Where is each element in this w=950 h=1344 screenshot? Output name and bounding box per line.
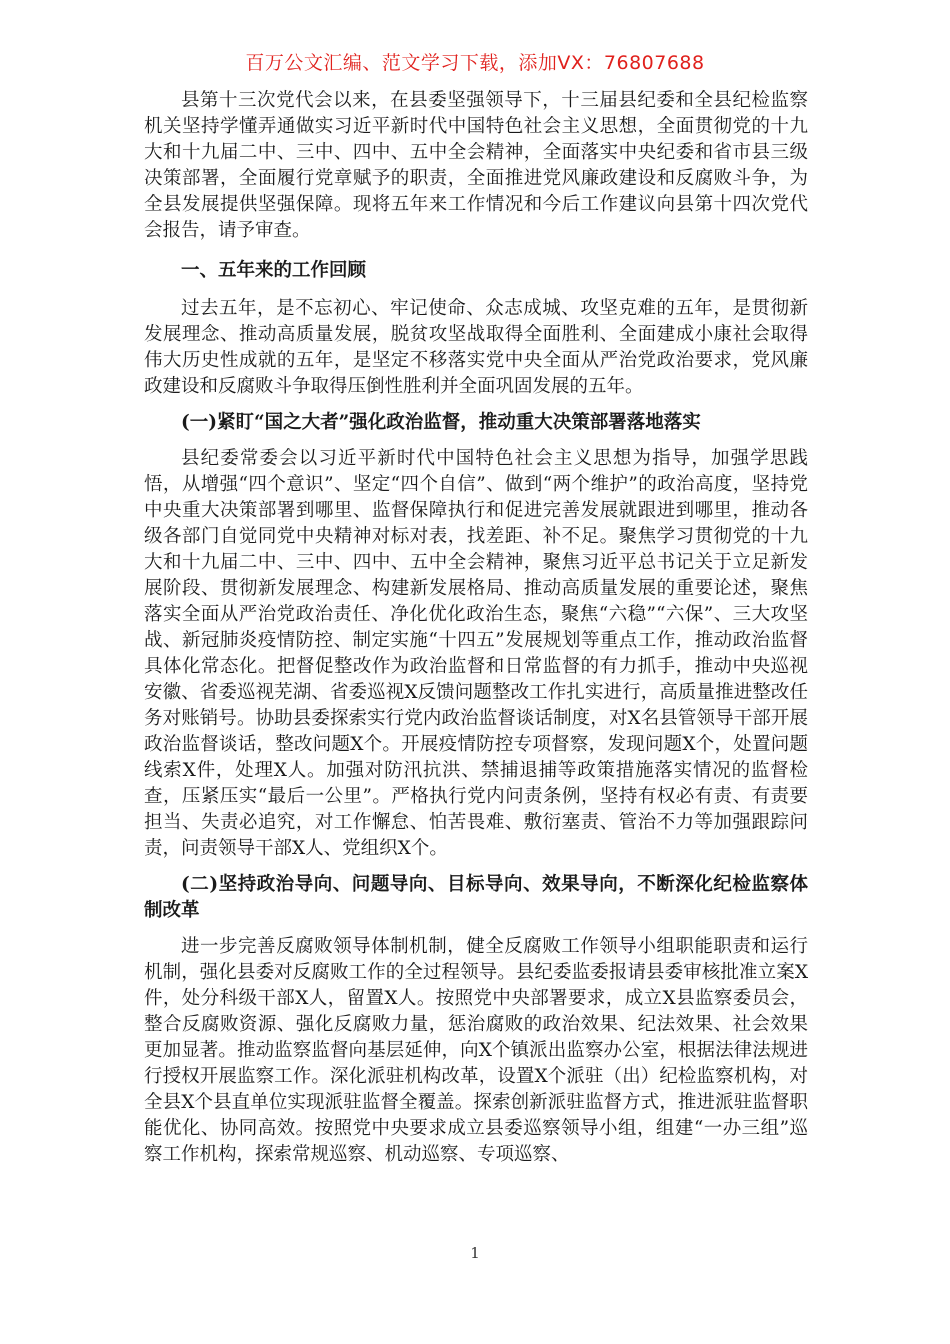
document-body — [144, 88, 808, 1168]
promo-banner: 百万公文汇编、范文学习下载，添加VX：76807688 — [245, 52, 705, 74]
subsection-heading-1: (一)紧盯“国之大者”强化政治监督，推动重大决策部署落地落实 — [181, 412, 701, 433]
page-number: 1 — [470, 1244, 480, 1262]
subsection-paragraph-1: 县纪委常委会以习近平新时代中国特色社会主义思想为指导，加强学思践悟，从增强“四个意识”、坚定“四个自信”、做到“两个维护”的政治高度，坚持党中央重大决策部署到哪里、监督保障执行和促进完善发展就跟进到哪里，推动各级各部门自觉同党中央精神对标对表，找差距、补不足。聚焦学习贯彻党的十九大和十九届二中、三中、四中、五中全会精神，聚焦习近平总书记关于立足新发展阶段、贯彻新发展理念、构建新发展格局、推动高质量发展的重要论述，聚焦落实全面从严治党政治责任、净化优化政治生态，聚焦“六稳”“六保”、三大攻坚战、新冠肺炎疫情防控、制定实施“十四五”发展规划等重点工作，推动政治监督具体化常态化。把督促整改作为政治监督和日常监督的有力抓手，推动中央巡视安徽、省委巡视芜湖、省委巡视X反馈问题整改工作扎实进行，高质量推进整改任务对账销号。协助县委探索实行党内政治监督谈话制度，对X名县管领导干部开展政治监督谈话，整改问题X个。开展疫情防控专项督察，发现问题X个，处置问题线索X件，处理X人。加强对防汛抗洪、禁捕退捕等政策措施落实情况的监督检查，压紧压实“最后一公里”。严格执行党内问责条例，坚持有权必有责、有责要担当、失责必追究，对工作懈怠、怕苦畏难、敷衍塞责、管治不力等加强跟踪问责，问责领导干部X人、党组织X个。 — [144, 448, 808, 859]
section-heading: 一、五年来的工作回顾 — [181, 260, 367, 281]
intro-paragraph: 县第十三次党代会以来，在县委坚强领导下，十三届县纪委和全县纪检监察机关坚持学懂弄通做实习近平新时代中国特色社会主义思想，全面贯彻党的十九大和十九届二中、三中、四中、五中全会精神，全面落实中央纪委和省市县三级决策部署，全面履行党章赋予的职责，全面推进党风廉政建设和反腐败斗争，为全县发展提供坚强保障。现将五年来工作情况和今后工作建议向县第十四次党代会报告，请予审查。 — [144, 90, 808, 241]
subsection-heading-2: (二)坚持政治导向、问题导向、目标导向、效果导向，不断深化纪检监察体制改革 — [144, 874, 808, 921]
subsection-paragraph-2: 进一步完善反腐败领导体制机制，健全反腐败工作领导小组职能职责和运行机制，强化县委对反腐败工作的全过程领导。县纪委监委报请县委审核批准立案X件，处分科级干部X人，留置X人。按照党中央部署要求，成立X县监察委员会，整合反腐败资源、强化反腐败力量，惩治腐败的政治效果、纪法效果、社会效果更加显著。推动监察监督向基层延伸，向X个镇派出监察办公室，根据法律法规进行授权开展监察工作。深化派驻机构改革，设置X个派驻（出）纪检监察机构，对全县X个县直单位实现派驻监督全覆盖。探索创新派驻监督方式，推进派驻监督职能优化、协同高效。按照党中央要求成立县委巡察领导小组，组建“一办三组”巡察工作机构，探索常规巡察、机动巡察、专项巡察、 — [144, 936, 808, 1165]
section-paragraph: 过去五年，是不忘初心、牢记使命、众志成城、攻坚克难的五年，是贯彻新发展理念、推动高质量发展，脱贫攻坚战取得全面胜利、全面建成小康社会取得伟大历史性成就的五年，是坚定不移落实党中央全面从严治党政治要求，党风廉政建设和反腐败斗争取得压倒性胜利并全面巩固发展的五年。 — [144, 298, 808, 397]
